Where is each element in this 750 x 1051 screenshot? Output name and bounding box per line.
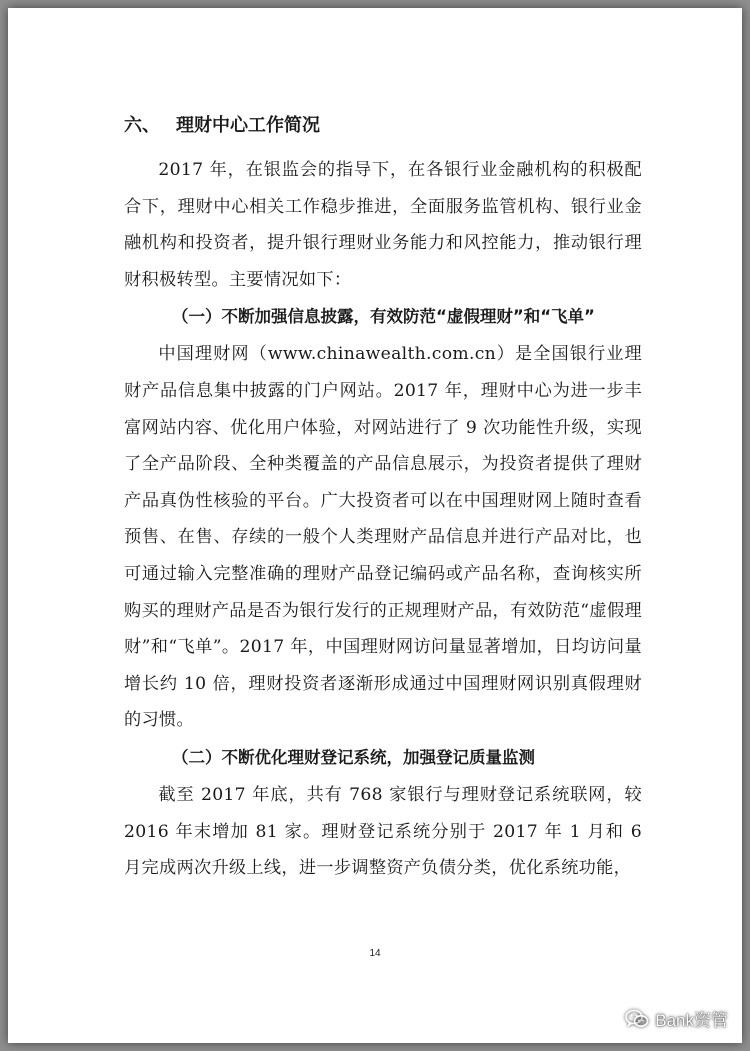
page-number: 14 xyxy=(369,948,381,959)
watermark xyxy=(625,1006,728,1031)
section-title: 理财中心工作简况 xyxy=(176,115,320,136)
subsection-2-title: （二）不断优化理财登记系统，加强登记质量监测 xyxy=(172,747,535,767)
subsection-2-body: 截至 2017 年底，共有 768 家银行与理财登记系统联网，较 2016 年末增加 81 家。理财登记系统分别于 2017 年 1 月和 6 月完成两次升级上线，进一步调整资产负债分类，优化系统功能， xyxy=(124,784,642,879)
watermark-text: Bank资管 xyxy=(655,1011,728,1030)
document-page xyxy=(8,8,742,1043)
wechat-icon xyxy=(625,1009,649,1029)
section-heading xyxy=(124,106,642,146)
page-content xyxy=(124,106,642,887)
section-number: 六、 xyxy=(124,115,160,136)
subsection-1-title: （一）不断加强信息披露，有效防范“虚假理财”和“飞单” xyxy=(172,307,595,327)
intro-paragraph: 2017 年，在银监会的指导下，在各银行业金融机构的积极配合下，理财中心相关工作稳步推进，全面服务监管机构、银行业金融机构和投资者，提升银行理财业务能力和风控能力，推动银行理财积极转型。主要情况如下： xyxy=(124,160,642,290)
subsection-1-body: 中国理财网（www.chinawealth.com.cn）是全国银行业理财产品信息集中披露的门户网站。2017 年，理财中心为进一步丰富网站内容、优化用户体验，对网站进行了 9 次功能性升级，实现了全产品阶段、全种类覆盖的产品信息展示，为投资者提供了理财产品真伪性核验的平台。广大投资者可以在中国理财网上随时查看预售、在售、存续的一般个人类理财产品信息并进行产品对比，也可通过输入完整准确的理财产品登记编码或产品名称，查询核实所购买的理财产品是否为银行发行的正规理财产品，有效防范“虚假理财”和“飞单”。2017 年，中国理财网访问量显著增加，日均访问量增长约 10 倍，理财投资者逐渐形成通过中国理财网识别真假理财的习惯。 xyxy=(124,344,642,731)
